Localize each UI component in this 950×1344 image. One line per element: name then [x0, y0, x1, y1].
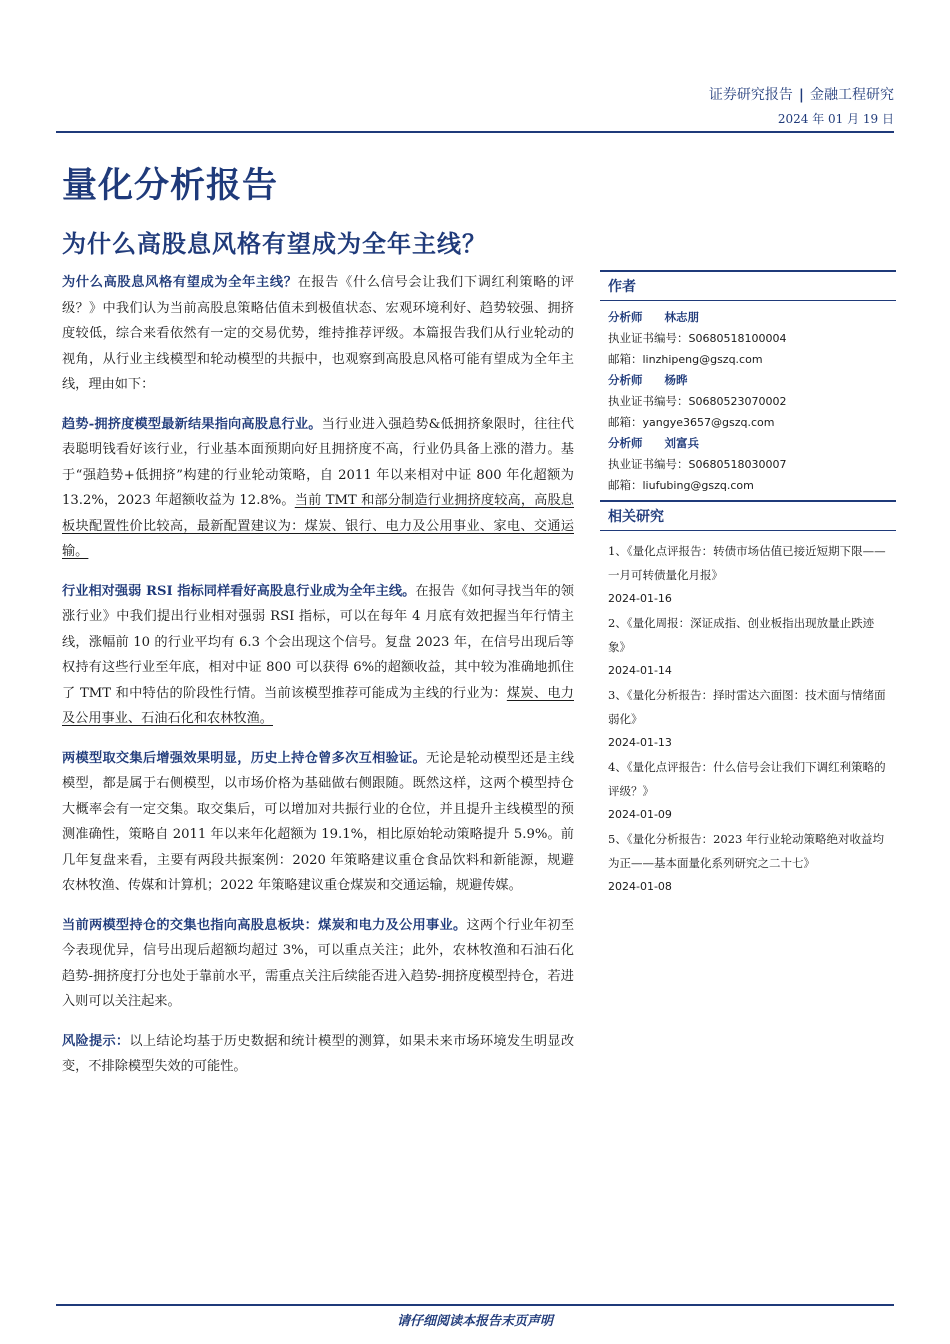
analyst-cert-row [608, 391, 888, 412]
subcategory-label: 金融工程研究 [810, 87, 894, 103]
report-date: 2024 年 01 月 19 日 [777, 112, 894, 126]
paragraph-text: 这两个行业年初至今表现优异，信号出现后超额均超过 3%，可以重点关注；此外，农林牧渔和石油石化趋势-拥挤度打分也处于靠前水平，需重点关注后续能否进入趋势-拥挤度模型持仓，若进入则可以关注起来。 [62, 917, 575, 1009]
analyst-role: 分析师 [608, 373, 643, 387]
cert-number: S0680518100004 [688, 332, 787, 345]
analyst-name-row [608, 307, 888, 328]
cert-number: S0680518030007 [688, 458, 787, 471]
analyst-cert-row [608, 454, 888, 475]
risk-text: 以上结论均基于历史数据和统计模型的测算，如果未来市场环境发生明显改变，不排除模型失效的可能性。 [62, 1033, 575, 1074]
analyst-name: 林志朋 [664, 310, 699, 324]
related-report[interactable] [608, 539, 888, 611]
risk-lead: 风险提示： [62, 1033, 130, 1049]
related-report-date: 2024-01-09 [608, 808, 672, 821]
related-report-date: 2024-01-14 [608, 664, 672, 677]
related-research-list [600, 539, 896, 899]
category-label: 证券研究报告 [708, 87, 793, 103]
paragraph-text: 无论是轮动模型还是主线模型，都是属于右侧模型，以市场价格为基础做右侧跟随。既然这样，这两个模型持仓大概率会有一定交集。取交集后，可以增加对共振行业的仓位，并且提升主线模型的预测准确性，策略自 2011 年以来年化超额为 19.1%，相比原始轮动策略提升 5.9%。前几年复盘来看，主要有两段共振案例：2020 年策略建议重仓食品饮料和新能源，规避农林牧渔、传媒和计算机；2022 年策略建议重仓煤炭和交通运输，规避传媒。 [62, 750, 575, 893]
paragraph-lead: 行业相对强弱 RSI 指标同样看好高股息行业成为全年主线。 [62, 583, 416, 599]
risk-paragraph [62, 1029, 574, 1080]
related-report-date: 2024-01-08 [608, 880, 672, 893]
footer-disclaimer: 请仔细阅读本报告末页声明 [396, 1314, 553, 1329]
related-report-title: 1、《量化点评报告：转债市场估值已接近短期下限——一月可转债量化月报》 [608, 544, 886, 582]
analyst-role: 分析师 [608, 436, 643, 450]
analyst-name: 杨晔 [664, 373, 688, 387]
paragraph-lead: 趋势-拥挤度模型最新结果指向高股息行业。 [62, 416, 322, 432]
cert-label: 执业证书编号： [608, 457, 689, 471]
cert-number: S0680523070002 [688, 395, 787, 408]
related-research-heading: 相关研究 [600, 500, 896, 531]
analyst-cert-row [608, 328, 888, 349]
paragraph [62, 579, 574, 732]
paragraph-text: 当行业进入强趋势&低拥挤象限时，往往代表聪明钱看好该行业，行业基本面预期向好且拥挤度不高，行业仍具备上涨的潜力。基于“强趋势+低拥挤”构建的行业轮动策略，自 2011 年以来相对中证 800 年化超额为 13.2%，2023 年超额收益为 12.8%。 [62, 416, 574, 508]
related-report[interactable] [608, 755, 888, 827]
related-report[interactable] [608, 827, 888, 899]
paragraph [62, 913, 574, 1015]
cert-label: 执业证书编号： [608, 394, 689, 408]
analyst-email-row [608, 412, 888, 433]
analyst-role: 分析师 [608, 310, 643, 324]
related-report-title: 3、《量化分析报告：择时雷达六面图：技术面与情绪面弱化》 [608, 688, 886, 726]
analyst-email[interactable]: liufubing@gszq.com [642, 479, 754, 492]
analyst-name-row [608, 370, 888, 391]
related-report[interactable] [608, 611, 888, 683]
analyst-email[interactable]: yangye3657@gszq.com [642, 416, 775, 429]
report-category [709, 84, 894, 104]
related-report-title: 2、《量化周报：深证成指、创业板指出现放量止跌迹象》 [608, 616, 875, 654]
analyst-block [600, 307, 896, 496]
authors-heading: 作者 [600, 270, 896, 301]
paragraph-underlined: 当前 TMT 和部分制造行业拥挤度较高，高股息板块配置性价比较高，最新配置建议为：煤炭、银行、电力及公用事业、家电、交通运输。 [62, 493, 574, 559]
related-report-title: 5、《量化分析报告：2023 年行业轮动策略绝对收益均为正——基本面量化系列研究之二十七》 [608, 832, 884, 870]
paragraph-lead: 当前两模型持仓的交集也指向高股息板块：煤炭和电力及公用事业。 [62, 917, 467, 933]
analyst-name: 刘富兵 [664, 436, 699, 450]
email-label: 邮箱： [608, 352, 643, 366]
header-separator: | [798, 87, 804, 103]
analyst-email[interactable]: linzhipeng@gszq.com [642, 353, 763, 366]
header-divider [56, 131, 894, 133]
footer-divider [56, 1304, 894, 1306]
related-report-title: 4、《量化点评报告：什么信号会让我们下调红利策略的评级？》 [608, 760, 886, 798]
paragraph [62, 270, 574, 398]
analyst-email-row [608, 475, 888, 496]
email-label: 邮箱： [608, 415, 643, 429]
paragraph-underlined: 煤炭、电力及公用事业、石油石化和农林牧渔。 [62, 685, 574, 726]
report-subtitle: 为什么高股息风格有望成为全年主线？ [62, 229, 487, 258]
main-body [62, 270, 574, 1094]
sidebar [600, 270, 896, 899]
analyst-email-row [608, 349, 888, 370]
report-title: 量化分析报告 [62, 165, 279, 206]
related-report-date: 2024-01-16 [608, 592, 672, 605]
paragraph-text: 在报告《如何寻找当年的领涨行业》中我们提出行业相对强弱 RSI 指标，可以在每年 4 月底有效把握当年行情主线，涨幅前 10 的行业平均有 6.3 个会出现这个信号。复盘 2023 年，在信号出现后等权持有这些行业至年底，相对中证 800 可以获得 6%的超额收益，其中较为准确地抓住了 TMT 和中特估的阶段性行情。当前该模型推荐可能成为主线的行业为： [62, 583, 574, 701]
related-report-date: 2024-01-13 [608, 736, 672, 749]
paragraph [62, 412, 574, 565]
cert-label: 执业证书编号： [608, 331, 689, 345]
analyst-name-row [608, 433, 888, 454]
email-label: 邮箱： [608, 478, 643, 492]
paragraph [62, 746, 574, 899]
paragraph-text: 在报告《什么信号会让我们下调红利策略的评级？》中我们认为当前高股息策略估值未到极值状态、宏观环境利好、趋势较强、拥挤度较低，综合来看依然有一定的交易优势，维持推荐评级。本篇报告我们从行业轮动的视角，从行业主线模型和轮动模型的共振中，也观察到高股息风格可能有望成为全年主线，理由如下： [62, 275, 575, 392]
paragraph-lead: 两模型取交集后增强效果明显，历史上持仓曾多次互相验证。 [62, 750, 426, 766]
paragraph-lead: 为什么高股息风格有望成为全年主线？ [62, 275, 298, 290]
related-report[interactable] [608, 683, 888, 755]
